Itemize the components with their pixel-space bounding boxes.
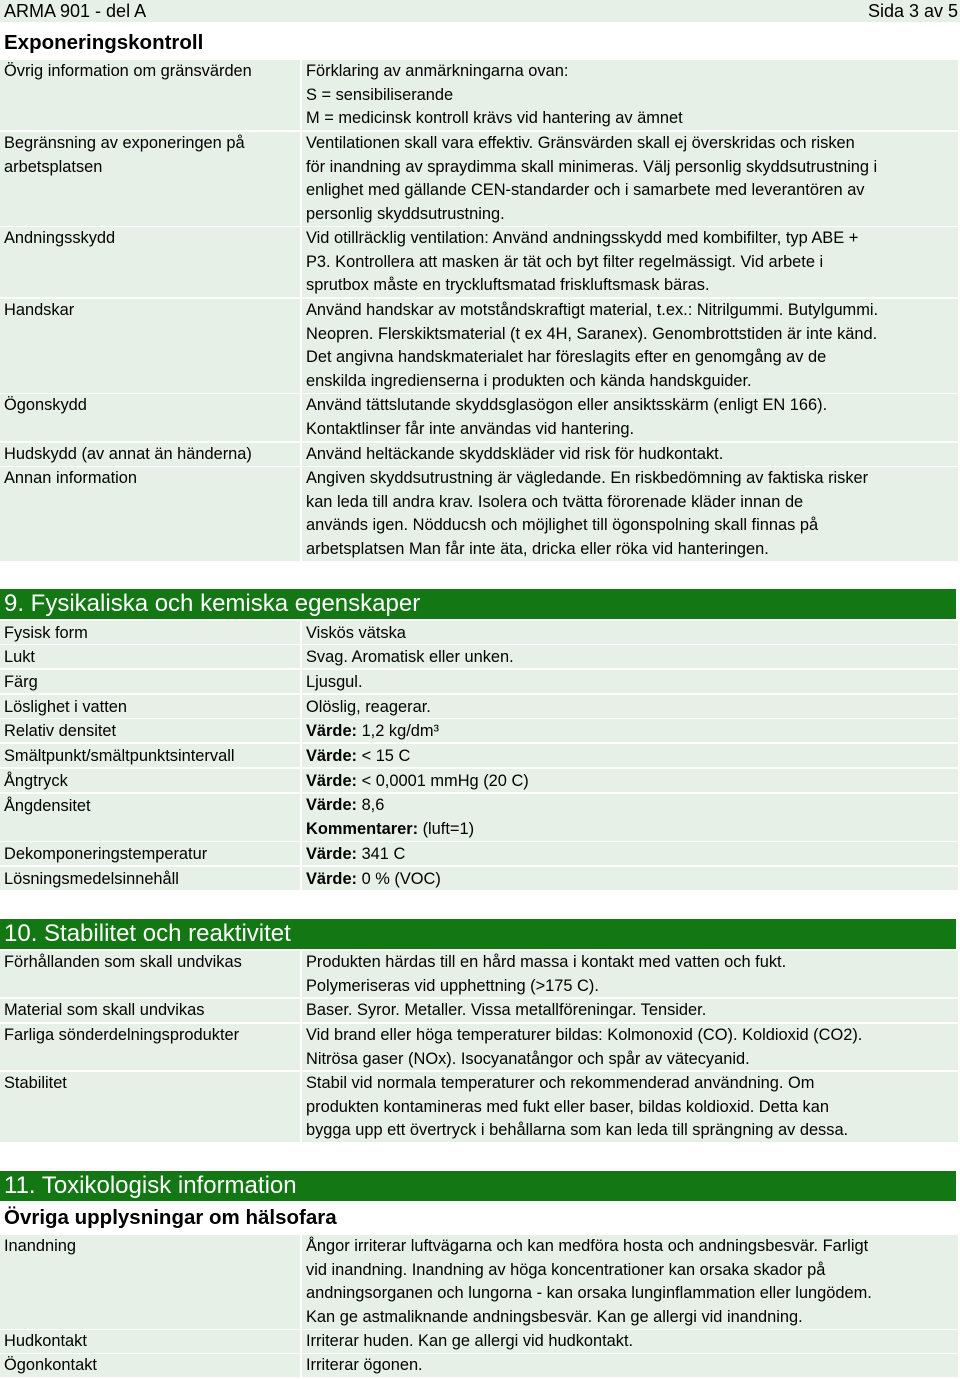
row-label: Begränsning av exponeringen på arbetsplatsen: [0, 132, 300, 226]
property-label: Dekomponeringstemperatur: [0, 842, 300, 865]
row-value: Baser. Syror. Metaller. Vissa metallföreningar. Tensider.: [302, 999, 958, 1022]
row-label: Övrig information om gränsvärden: [0, 60, 300, 130]
section-11-title: 11. Toxikologisk information: [0, 1171, 956, 1201]
exposure-control-heading: Exponeringskontroll: [4, 31, 204, 54]
row-value: Använd heltäckande skyddskläder vid risk för hudkontakt.: [302, 443, 958, 466]
property-label: Ångtryck: [0, 769, 300, 792]
property-label: Lösningsmedelsinnehåll: [0, 867, 300, 890]
row-label: Stabilitet: [0, 1072, 300, 1142]
row-value: Använd tättslutande skyddsglasögon eller ansiktsskärm (enligt EN 166). Kontaktlinser får inte användas vid hantering.: [302, 394, 958, 441]
row-label: Hudkontakt: [0, 1330, 300, 1353]
row-label: Andningsskydd: [0, 227, 300, 297]
document-title: ARMA 901 - del A: [4, 1, 147, 21]
row-value: Vid otillräcklig ventilation: Använd andningsskydd med kombifilter, typ ABE + P3. Kontrollera att masken är tät och byt filter regelmässigt. Vid arbete i sprutbox måste en tryckluftsmatad friskluftsmask bäras.: [302, 227, 958, 297]
health-hazards-heading: Övriga upplysningar om hälsofara: [4, 1206, 337, 1229]
row-value: Angiven skyddsutrustning är vägledande. En riskbedömning av faktiska risker kan leda till andra krav. Isolera och tvätta förorenade kläder innan de används igen. Nödducsh och möjlighet till ögonspolning skall finnas på arbetsplatsen Man får inte äta, dricka eller röka vid hanteringen.: [302, 467, 958, 561]
row-label: Annan information: [0, 467, 300, 561]
row-value: Irriterar huden. Kan ge allergi vid hudkontakt.: [302, 1330, 958, 1353]
row-value: Irriterar ögonen.: [302, 1354, 958, 1377]
row-value: Ångor irriterar luftvägarna och kan medföra hosta och andningsbesvär. Farligt vid inandning. Inandning av höga koncentrationer kan orsaka skador på andningsorganen och lungorna - kan orsaka lunginflammation eller lungödem. Kan ge astmaliknande andningsbesvär. Kan ge allergi vid inandning.: [302, 1235, 958, 1329]
row-label: Handskar: [0, 299, 300, 393]
property-label: Färg: [0, 670, 300, 693]
row-value: Vid brand eller höga temperaturer bildas: Kolmonoxid (CO). Koldioxid (CO2). Nitrösa gaser (NOx). Isocyanatångor och spår av vätecyanid.: [302, 1024, 958, 1070]
row-label: Förhållanden som skall undvikas: [0, 951, 300, 997]
property-label: Ångdensitet: [0, 794, 300, 841]
property-value: Värde: 1,2 kg/dm³: [302, 719, 958, 742]
property-label: Relativ densitet: [0, 719, 300, 742]
row-label: Inandning: [0, 1235, 300, 1329]
property-value: Svag. Aromatisk eller unken.: [302, 645, 958, 668]
row-label: Material som skall undvikas: [0, 999, 300, 1022]
page-number: Sida 3 av 5: [867, 1, 958, 21]
row-value: Ventilationen skall vara effektiv. Gränsvärden skall ej överskridas och risken för inandning av spraydimma skall minimeras. Välj personlig skyddsutrustning i enlighet med gällande CEN-standarder och i samarbete med leverantören av personlig skyddsutrustning.: [302, 132, 958, 226]
row-label: Ögonkontakt: [0, 1354, 300, 1377]
row-label: Hudskydd (av annat än händerna): [0, 443, 300, 466]
row-label: Ögonskydd: [0, 394, 300, 441]
property-value: Värde: 341 C: [302, 842, 958, 865]
property-value: Värde: 8,6 Kommentarer: (luft=1): [302, 794, 958, 841]
row-value: Förklaring av anmärkningarna ovan: S = sensibiliserande M = medicinsk kontroll krävs vid hantering av ämnet: [302, 60, 958, 130]
row-value: Produkten härdas till en hård massa i kontakt med vatten och fukt. Polymeriseras vid upphettning (>175 C).: [302, 951, 958, 997]
property-label: Smältpunkt/smältpunktsintervall: [0, 744, 300, 767]
property-value: Olöslig, reagerar.: [302, 695, 958, 718]
row-value: Använd handskar av motståndskraftigt material, t.ex.: Nitrilgummi. Butylgummi. Neopren. Flerskiktsmaterial (t ex 4H, Saranex). Genombrottstiden är inte känd. Det angivna handskmaterialet har föreslagits efter en genomgång av de enskilda ingredienserna i produkten och kända handskguider.: [302, 299, 958, 393]
property-value: Viskös vätska: [302, 621, 958, 644]
row-label: Farliga sönderdelningsprodukter: [0, 1024, 300, 1070]
property-label: Fysisk form: [0, 621, 300, 644]
row-value: Stabil vid normala temperaturer och rekommenderad användning. Om produkten kontamineras med fukt eller baser, bildas koldioxid. Detta kan bygga upp ett övertryck i behållarna som kan leda till sprängning av dessa.: [302, 1072, 958, 1142]
page-header: [0, 0, 960, 22]
property-label: Löslighet i vatten: [0, 695, 300, 718]
property-value: Värde: < 15 C: [302, 744, 958, 767]
section-9-title: 9. Fysikaliska och kemiska egenskaper: [0, 589, 956, 619]
property-value: Ljusgul.: [302, 670, 958, 693]
section-10-title: 10. Stabilitet och reaktivitet: [0, 919, 956, 949]
property-label: Lukt: [0, 645, 300, 668]
property-value: Värde: 0 % (VOC): [302, 867, 958, 890]
property-value: Värde: < 0,0001 mmHg (20 C): [302, 769, 958, 792]
